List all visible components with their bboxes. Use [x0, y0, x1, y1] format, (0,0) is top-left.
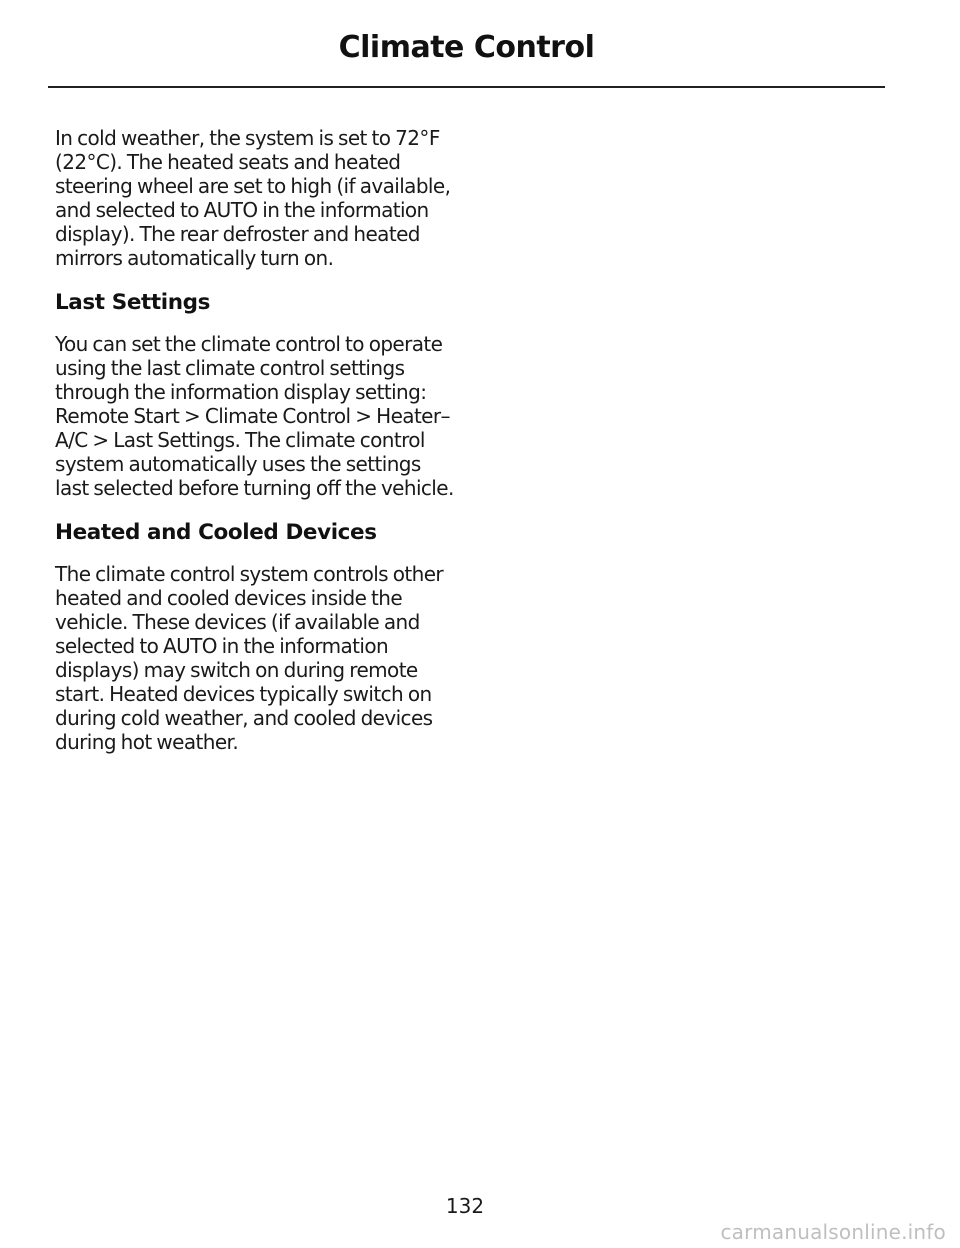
last-settings-paragraph: You can set the climate control to operate using the last climate control settings through the information display setting: Remote Start > Climate Control > Heater–A/C > Last Settings. The climate control system automatically uses the settings last selected before turning off the vehicle.: [55, 332, 454, 500]
main-content: [55, 126, 455, 754]
page-title: Climate Control: [338, 30, 595, 65]
intro-paragraph: In cold weather, the system is set to 72°F (22°C). The heated seats and heated steering wheel are set to high (if available, and selected to AUTO in the information display). The rear defroster and heated mirrors automatically turn on.: [55, 126, 451, 270]
page-number: 132: [445, 1194, 485, 1218]
watermark: carmanualsonline.info: [720, 1220, 946, 1244]
heated-cooled-devices-heading: Heated and Cooled Devices: [55, 520, 377, 545]
heated-cooled-devices-paragraph: The climate control system controls other heated and cooled devices inside the vehicle. These devices (if available and selected to AUTO in the information displays) may switch on during remote start. Heated devices typically switch on during cold weather, and cooled devices during hot weather.: [55, 562, 444, 754]
page-header: [48, 0, 885, 88]
last-settings-heading: Last Settings: [55, 290, 211, 315]
